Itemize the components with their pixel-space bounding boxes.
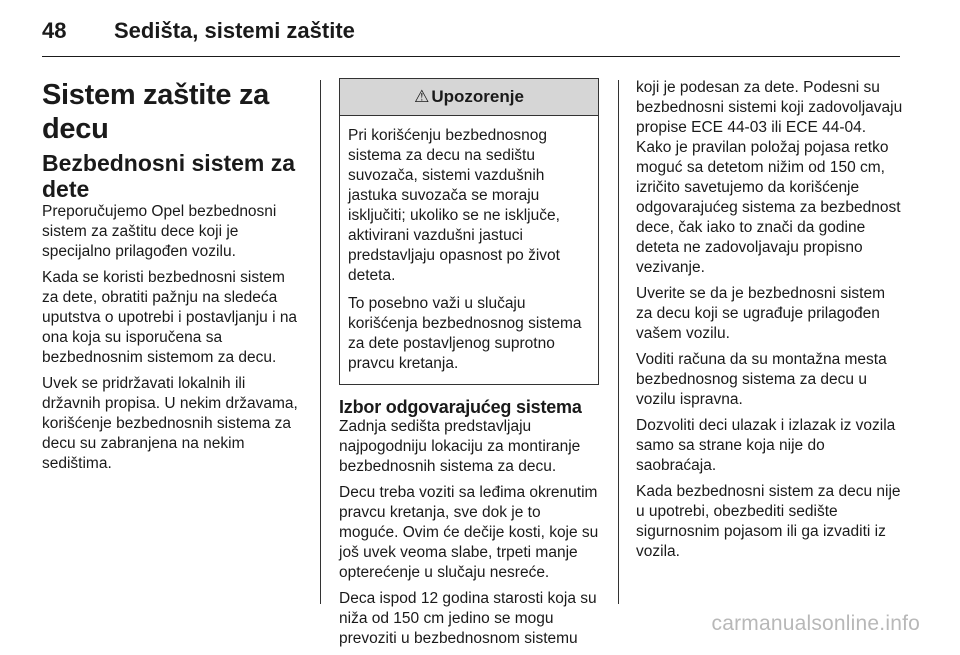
subheading-child-restraint: Bezbednosni sistem za dete xyxy=(42,150,296,202)
paragraph: koji je podesan za dete. Podesni su bezbednosni sistemi koji zadovoljavaju propise ECE 44-03 ili ECE 44-04. Kako je pravilan položaj pojasa retko moguć sa detetom nižim od 150 cm, izričito savetujemo da korišćenje odgovarajućeg sistema za bezbednost dece, čak iako to znači da godine deteta ne zadovoljavaju propisno vezivanje. xyxy=(636,79,903,276)
warning-box xyxy=(339,78,599,385)
column-divider-2 xyxy=(618,80,619,604)
paragraph: Dozvoliti deci ulazak i izlazak iz vozila samo sa strane koja nije do saobraćaja. xyxy=(636,417,896,474)
paragraph: Decu treba voziti sa leđima okrenutim pravcu kretanja, sve dok je to moguće. Ovim će dečije kosti, koje su još uvek veoma slabe, trpeti manje opterećenje u slučaju nesreće. xyxy=(339,484,599,581)
right-column xyxy=(636,78,904,568)
paragraph: Deca ispod 12 godina starosti koja su niža od 150 cm jedino se mogu prevoziti u bezbednosnom sistemu xyxy=(339,590,597,647)
warning-title: Upozorenje xyxy=(431,87,524,106)
paragraph: Uvek se pridržavati lokalnih ili državnih propisa. U nekim državama, korišćenje bezbednosnih sistema za decu su zabranjena na nekim sedištima. xyxy=(42,375,298,472)
left-column xyxy=(42,78,304,480)
paragraph: Zadnja sedišta predstavljaju najpogodniju lokaciju za montiranje bezbednosnih sistema za decu. xyxy=(339,418,581,475)
warning-header xyxy=(340,79,598,116)
warning-body xyxy=(340,116,598,384)
paragraph: Voditi računa da su montažna mesta bezbednosnog sistema za decu u vozilu ispravna. xyxy=(636,351,887,408)
paragraph: Preporučujemo Opel bezbednosni sistem za zaštitu dece koji je specijalno prilagođen vozilu. xyxy=(42,203,277,260)
warning-paragraph: To posebno važi u slučaju korišćenja bezbednosnog sistema za dete postavljenog suprotno pravcu kretanja. xyxy=(348,295,582,372)
paragraph: Kada se koristi bezbednosni sistem za dete, obratiti pažnju na sledeća uputstva o upotrebi i postavljanju i na ona koja su isporučena sa bezbednosnim sistemom za decu. xyxy=(42,269,298,366)
paragraph: Kada bezbednosni sistem za decu nije u upotrebi, obezbediti sedište sigurnosnim pojasom ili ga izvaditi iz vozila. xyxy=(636,483,901,560)
warning-paragraph: Pri korišćenju bezbednosnog sistema za decu na sedištu suvozača, sistemi vazdušnih jastuka suvozača se moraju isključiti; ukoliko se ne isključe, aktivirani vazdušni jastuci predstavljaju opasnost po život deteta. xyxy=(348,127,560,284)
watermark: carmanualsonline.info xyxy=(711,612,920,635)
subheading-system-selection: Izbor odgovarajućeg sistema xyxy=(339,397,582,417)
column-divider-1 xyxy=(320,80,321,604)
page-header xyxy=(42,14,900,54)
paragraph: Uverite se da je bezbednosni sistem za decu koji se ugrađuje prilagođen vašem vozilu. xyxy=(636,285,885,342)
middle-column xyxy=(339,78,601,655)
section-title: Sistem zaštite za decu xyxy=(42,79,269,145)
header-divider xyxy=(42,56,900,57)
warning-triangle-icon: ⚠ xyxy=(414,87,430,106)
page-number: 48 xyxy=(42,18,67,43)
running-title: Sedišta, sistemi zaštite xyxy=(114,18,355,43)
